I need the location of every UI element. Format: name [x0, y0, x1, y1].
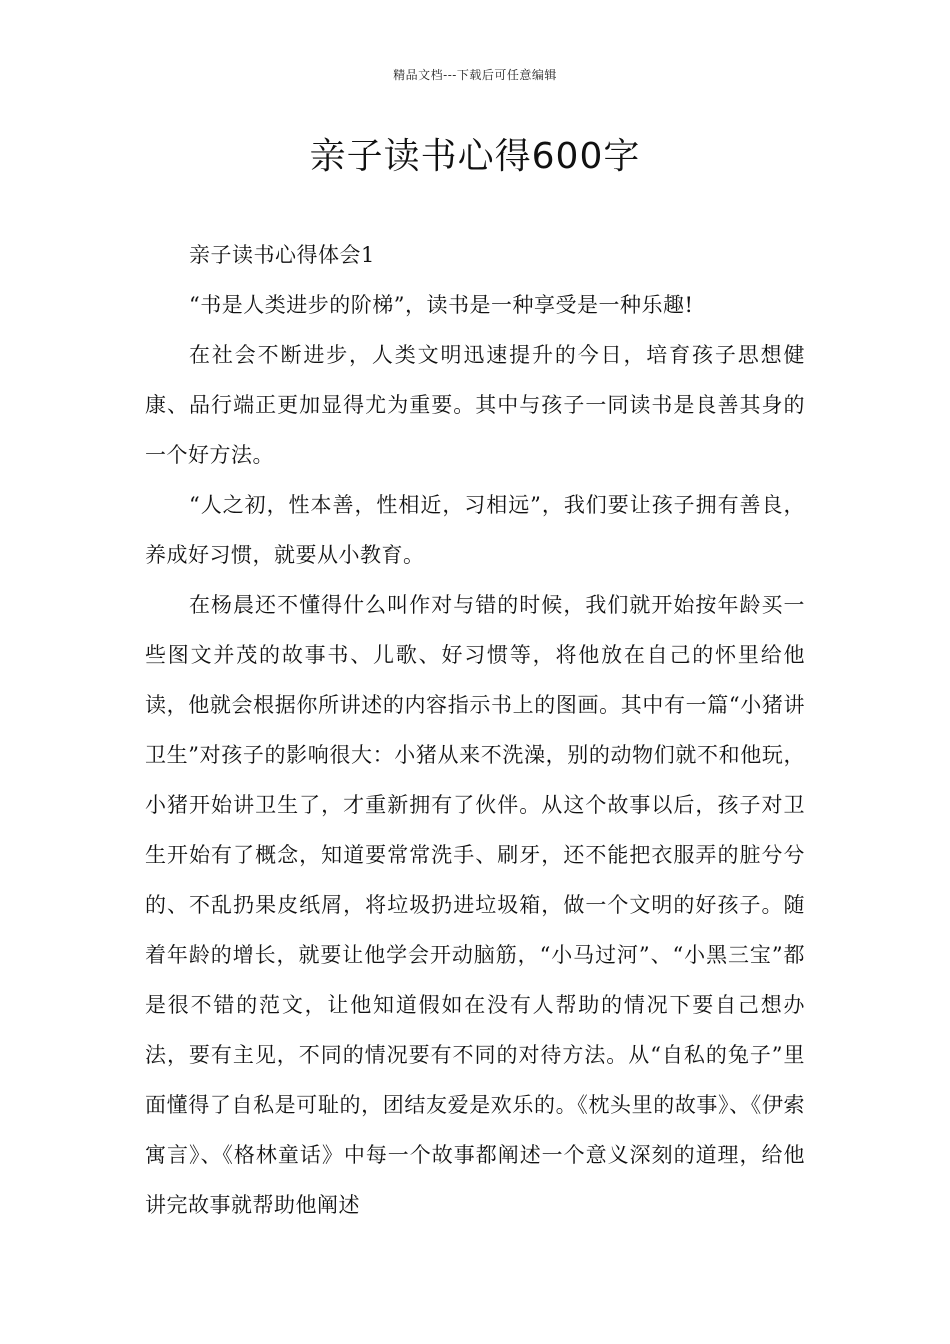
paragraph-3: “人之初，性本善，性相近，习相远”，我们要让孩子拥有善良，养成好习惯，就要从小教育。	[145, 493, 805, 567]
document-title: 亲子读书心得600字	[309, 136, 641, 177]
document-body	[145, 230, 805, 1230]
paragraph-2: 在社会不断进步，人类文明迅速提升的今日，培育孩子思想健康、品行端正更加显得尤为重要。其中与孩子一同读书是良善其身的一个好方法。	[145, 343, 805, 467]
paragraph-4: 在杨晨还不懂得什么叫作对与错的时候，我们就开始按年龄买一些图文并茂的故事书、儿歌、好习惯等，将他放在自己的怀里给他读，他就会根据你所讲述的内容指示书上的图画。其中有一篇“小猪讲卫生”对孩子的影响很大：小猪从来不洗澡，别的动物们就不和他玩，小猪开始讲卫生了，才重新拥有了伙伴。从这个故事以后，孩子对卫生开始有了概念，知道要常常洗手、刷牙，还不能把衣服弄的脏兮兮的、不乱扔果皮纸屑，将垃圾扔进垃圾箱，做一个文明的好孩子。随着年龄的增长，就要让他学会开动脑筋，“小马过河”、“小黑三宝”都是很不错的范文，让他知道假如在没有人帮助的情况下要自己想办法，要有主见，不同的情况要有不同的对待方法。从“自私的兔子”里面懂得了自私是可耻的，团结友爱是欢乐的。《枕头里的故事》、《伊索寓言》、《格林童话》中每一个故事都阐述一个意义深刻的道理，给他讲完故事就帮助他阐述	[145, 593, 805, 1217]
paragraph-1: “书是人类进步的阶梯”，读书是一种享受是一种乐趣!	[189, 293, 694, 317]
page-header-note: 精品文档---下载后可任意编辑	[393, 68, 557, 82]
section-subheading: 亲子读书心得体会1	[189, 243, 375, 267]
